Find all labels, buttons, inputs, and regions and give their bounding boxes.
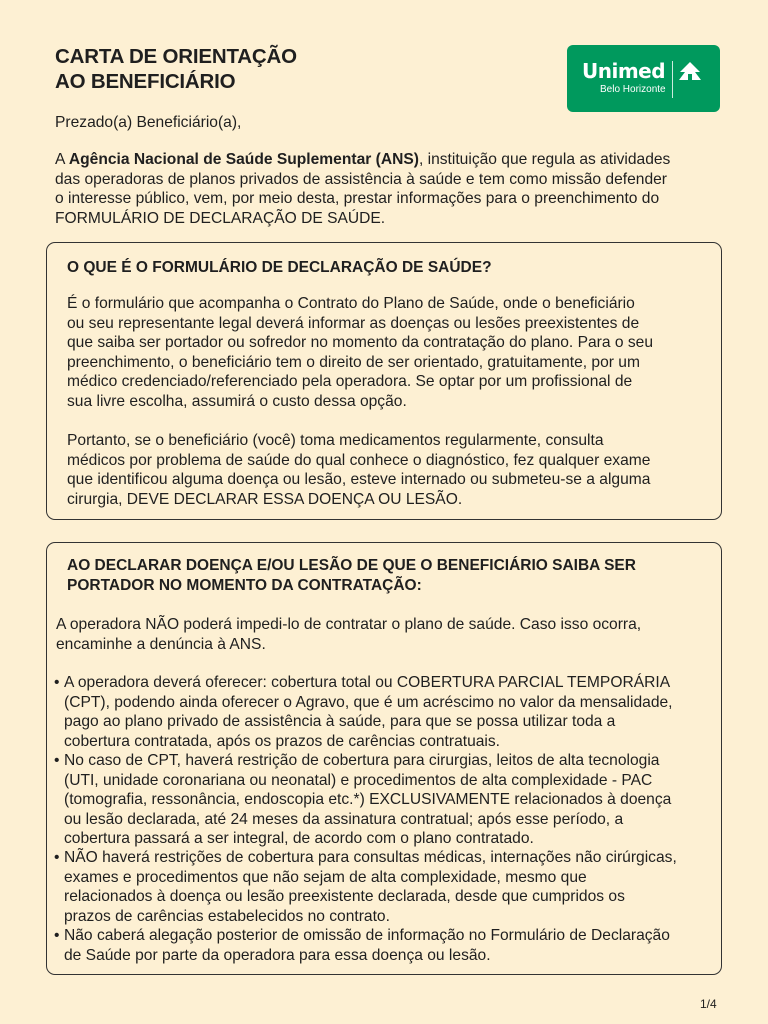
- section1-para1: [67, 294, 653, 411]
- greeting: Prezado(a) Beneficiário(a),: [55, 114, 242, 131]
- title-line: AO BENEFICIÁRIO: [55, 70, 236, 93]
- section2-para: [56, 615, 641, 654]
- text-line: (CPT), podendo ainda oferecer o Agravo, que é um acréscimo no valor da mensalidade,: [64, 693, 673, 711]
- text-line: cobertura contratada, após os prazos de carências contratuais.: [64, 732, 501, 750]
- text-line: A operadora NÃO poderá impedi-lo de contratar o plano de saúde. Caso isso ocorra,: [56, 616, 642, 633]
- intro-paragraph: [55, 150, 670, 228]
- text-line: ou lesão declarada, até 24 meses da assinatura contratual; após esse período, a: [64, 810, 624, 828]
- text-line: ou seu representante legal deverá informar as doenças ou lesões preexistentes de: [67, 314, 640, 332]
- unimed-emblem-icon: [677, 61, 703, 88]
- page-number: 1/4: [700, 997, 717, 1011]
- text-line: que saiba ser portador ou sofredor no momento da contratação do plano. Para o seu: [67, 334, 654, 351]
- intro-line: o interesse público, vem, por meio desta, prestar informações para o preenchimento do: [55, 190, 660, 207]
- text-line: encaminhe a denúncia à ANS.: [56, 635, 266, 653]
- text-line: É o formulário que acompanha o Contrato do Plano de Saúde, onde o beneficiário: [67, 295, 635, 312]
- text-line: cirurgia, DEVE DECLARAR ESSA DOENÇA OU LESÃO.: [67, 490, 463, 508]
- title-line: CARTA DE ORIENTAÇÃO: [55, 45, 297, 68]
- intro-line: das operadoras de planos privados de assistência à saúde e tem como missão defender: [55, 170, 667, 188]
- text-line: prazos de carências estabelecidos no contrato.: [64, 907, 390, 925]
- text-line: que identificou alguma doença ou lesão, esteve internado ou submeteu-se a alguma: [67, 471, 651, 488]
- text-line: NÃO haverá restrições de cobertura para consultas médicas, internações não cirúrgicas,: [64, 849, 677, 866]
- bullet-dot-icon: •: [54, 752, 60, 769]
- bullet-dot-icon: •: [54, 674, 60, 691]
- heading-line: PORTADOR NO MOMENTO DA CONTRATAÇÃO:: [67, 576, 422, 594]
- intro-line1-rest: , instituição que regula as atividades: [418, 151, 671, 168]
- text-line: Portanto, se o beneficiário (você) toma medicamentos regularmente, consulta: [67, 432, 604, 449]
- intro-line: FORMULÁRIO DE DECLARAÇÃO DE SAÚDE.: [55, 209, 386, 227]
- unimed-logo: [567, 45, 720, 112]
- section1-para2: [67, 431, 650, 509]
- text-line: médicos por problema de saúde do qual conhece o diagnóstico, fez qualquer exame: [67, 451, 651, 469]
- text-line: (UTI, unidade coronariana ou neonatal) e procedimentos de alta complexidade - PAC: [64, 771, 653, 789]
- text-line: (tomografia, ressonância, endoscopia etc.*) EXCLUSIVAMENTE relacionados à doença: [64, 791, 672, 808]
- page-title: [55, 44, 297, 94]
- text-line: sua livre escolha, assumirá o custo dessa opção.: [67, 392, 407, 410]
- text-line: No caso de CPT, haverá restrição de cobertura para cirurgias, leitos de alta tecnologia: [64, 752, 660, 769]
- text-line: de Saúde por parte da operadora para essa doença ou lesão.: [64, 946, 491, 964]
- bullet-dot-icon: •: [54, 927, 60, 944]
- text-line: cobertura passará a ser integral, de acordo com o plano contratado.: [64, 830, 534, 847]
- logo-name: Unimed: [582, 59, 666, 83]
- text-line: médico credenciado/referenciado pela operadora. Se optar por um profissional de: [67, 373, 633, 390]
- logo-city: Belo Horizonte: [600, 84, 666, 95]
- text-line: pago ao plano privado de assistência à saúde, para que se possa utilizar toda a: [64, 713, 616, 730]
- heading-line: AO DECLARAR DOENÇA E/OU LESÃO DE QUE O BENEFICIÁRIO SAIBA SER: [67, 557, 636, 574]
- text-line: Não caberá alegação posterior de omissão de informação no Formulário de Declaração: [64, 927, 670, 944]
- intro-bold: Agência Nacional de Saúde Suplementar (ANS): [68, 151, 419, 168]
- text-line: exames e procedimentos que não sejam de alta complexidade, mesmo que: [64, 868, 587, 886]
- section1-heading: O QUE É O FORMULÁRIO DE DECLARAÇÃO DE SAÚDE?: [67, 259, 492, 276]
- section2-heading: [67, 556, 636, 595]
- text-line: preenchimento, o beneficiário tem o direito de ser orientado, gratuitamente, por um: [67, 353, 640, 371]
- text-line: A operadora deverá oferecer: cobertura total ou COBERTURA PARCIAL TEMPORÁRIA: [64, 674, 671, 691]
- logo-divider: [672, 61, 673, 98]
- bullet-dot-icon: •: [54, 849, 60, 866]
- intro-prefix: A: [55, 151, 69, 168]
- text-line: relacionados à doença ou lesão preexistente declarada, desde que cumpridos os: [64, 888, 625, 905]
